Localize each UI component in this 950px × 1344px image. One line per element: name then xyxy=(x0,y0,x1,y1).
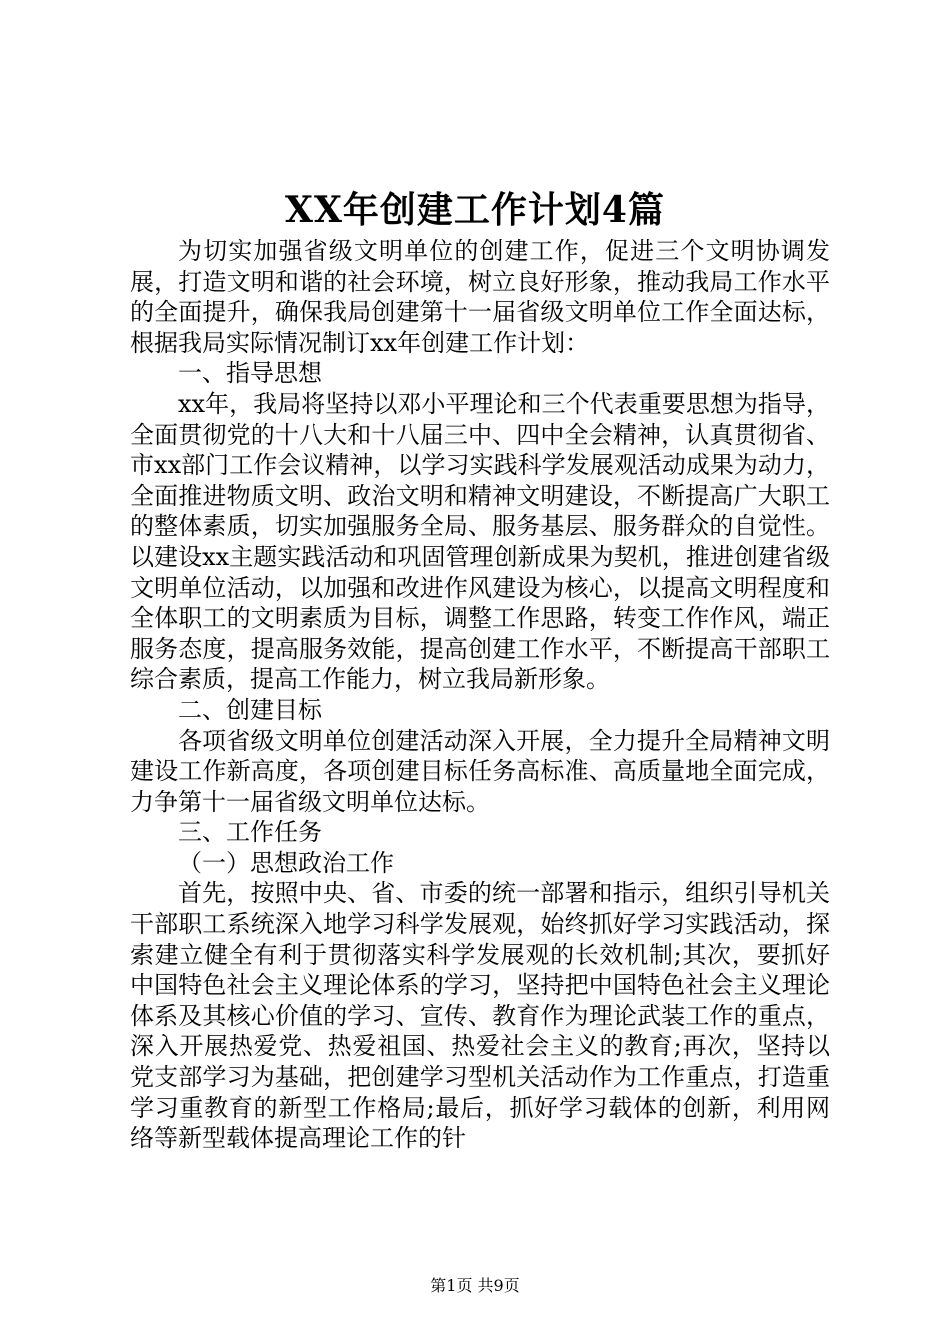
document-title: XX年创建工作计划4篇 xyxy=(285,189,665,231)
page-footer: 第1页 共9页 xyxy=(430,1276,520,1295)
intro-paragraph: 为切实加强省级文明单位的创建工作，促进三个文明协调发展，打造文明和谐的社会环境，树立良好形象，推动我局工作水平的全面提升，确保我局创建第十一届省级文明单位工作全面达标，根据我局实际情况制订xx年创建工作计划： xyxy=(130,237,830,357)
document-body xyxy=(130,236,830,1154)
goals-paragraph: 各项省级文明单位创建活动深入开展，全力提升全局精神文明建设工作新高度，各项创建目标任务高标准、高质量地全面完成，力争第十一届省级文明单位达标。 xyxy=(130,726,830,816)
section-heading-tasks: 三、工作任务 xyxy=(178,818,322,847)
guiding-ideology-paragraph: xx年，我局将坚持以邓小平理论和三个代表重要思想为指导，全面贯彻党的十八大和十八届三中、四中全会精神，认真贯彻省、市xx部门工作会议精神，以学习实践科学发展观活动成果为动力，全面推进物质文明、政治文明和精神文明建设，不断提高广大职工的整体素质，切实加强服务全局、服务基层、服务群众的自觉性。以建设xx主题实践活动和巩固管理创新成果为契机，推进创建省级文明单位活动，以加强和改进作风建设为核心，以提高文明程度和全体职工的文明素质为目标，调整工作思路，转变工作作风，端正服务态度，提高服务效能，提高创建工作水平，不断提高干部职工综合素质，提高工作能力，树立我局新形象。 xyxy=(130,389,830,694)
section-heading-guiding-ideology: 一、指导思想 xyxy=(178,359,322,388)
section-heading-goals: 二、创建目标 xyxy=(178,695,322,724)
subsection-heading-political-work: （一）思想政治工作 xyxy=(178,848,394,877)
political-work-paragraph: 首先，按照中央、省、市委的统一部署和指示，组织引导机关干部职工系统深入地学习科学发展观，始终抓好学习实践活动，探索建立健全有利于贯彻落实科学发展观的长效机制;其次，要抓好中国特色社会主义理论体系的学习，坚持把中国特色社会主义理论体系及其核心价值的学习、宣传、教育作为理论武装工作的重点，深入开展热爱党、热爱祖国、热爱社会主义的教育;再次，坚持以党支部学习为基础，把创建学习型机关活动作为工作重点，打造重学习重教育的新型工作格局;最后，抓好学习载体的创新，利用网络等新型载体提高理论工作的针 xyxy=(130,879,830,1153)
